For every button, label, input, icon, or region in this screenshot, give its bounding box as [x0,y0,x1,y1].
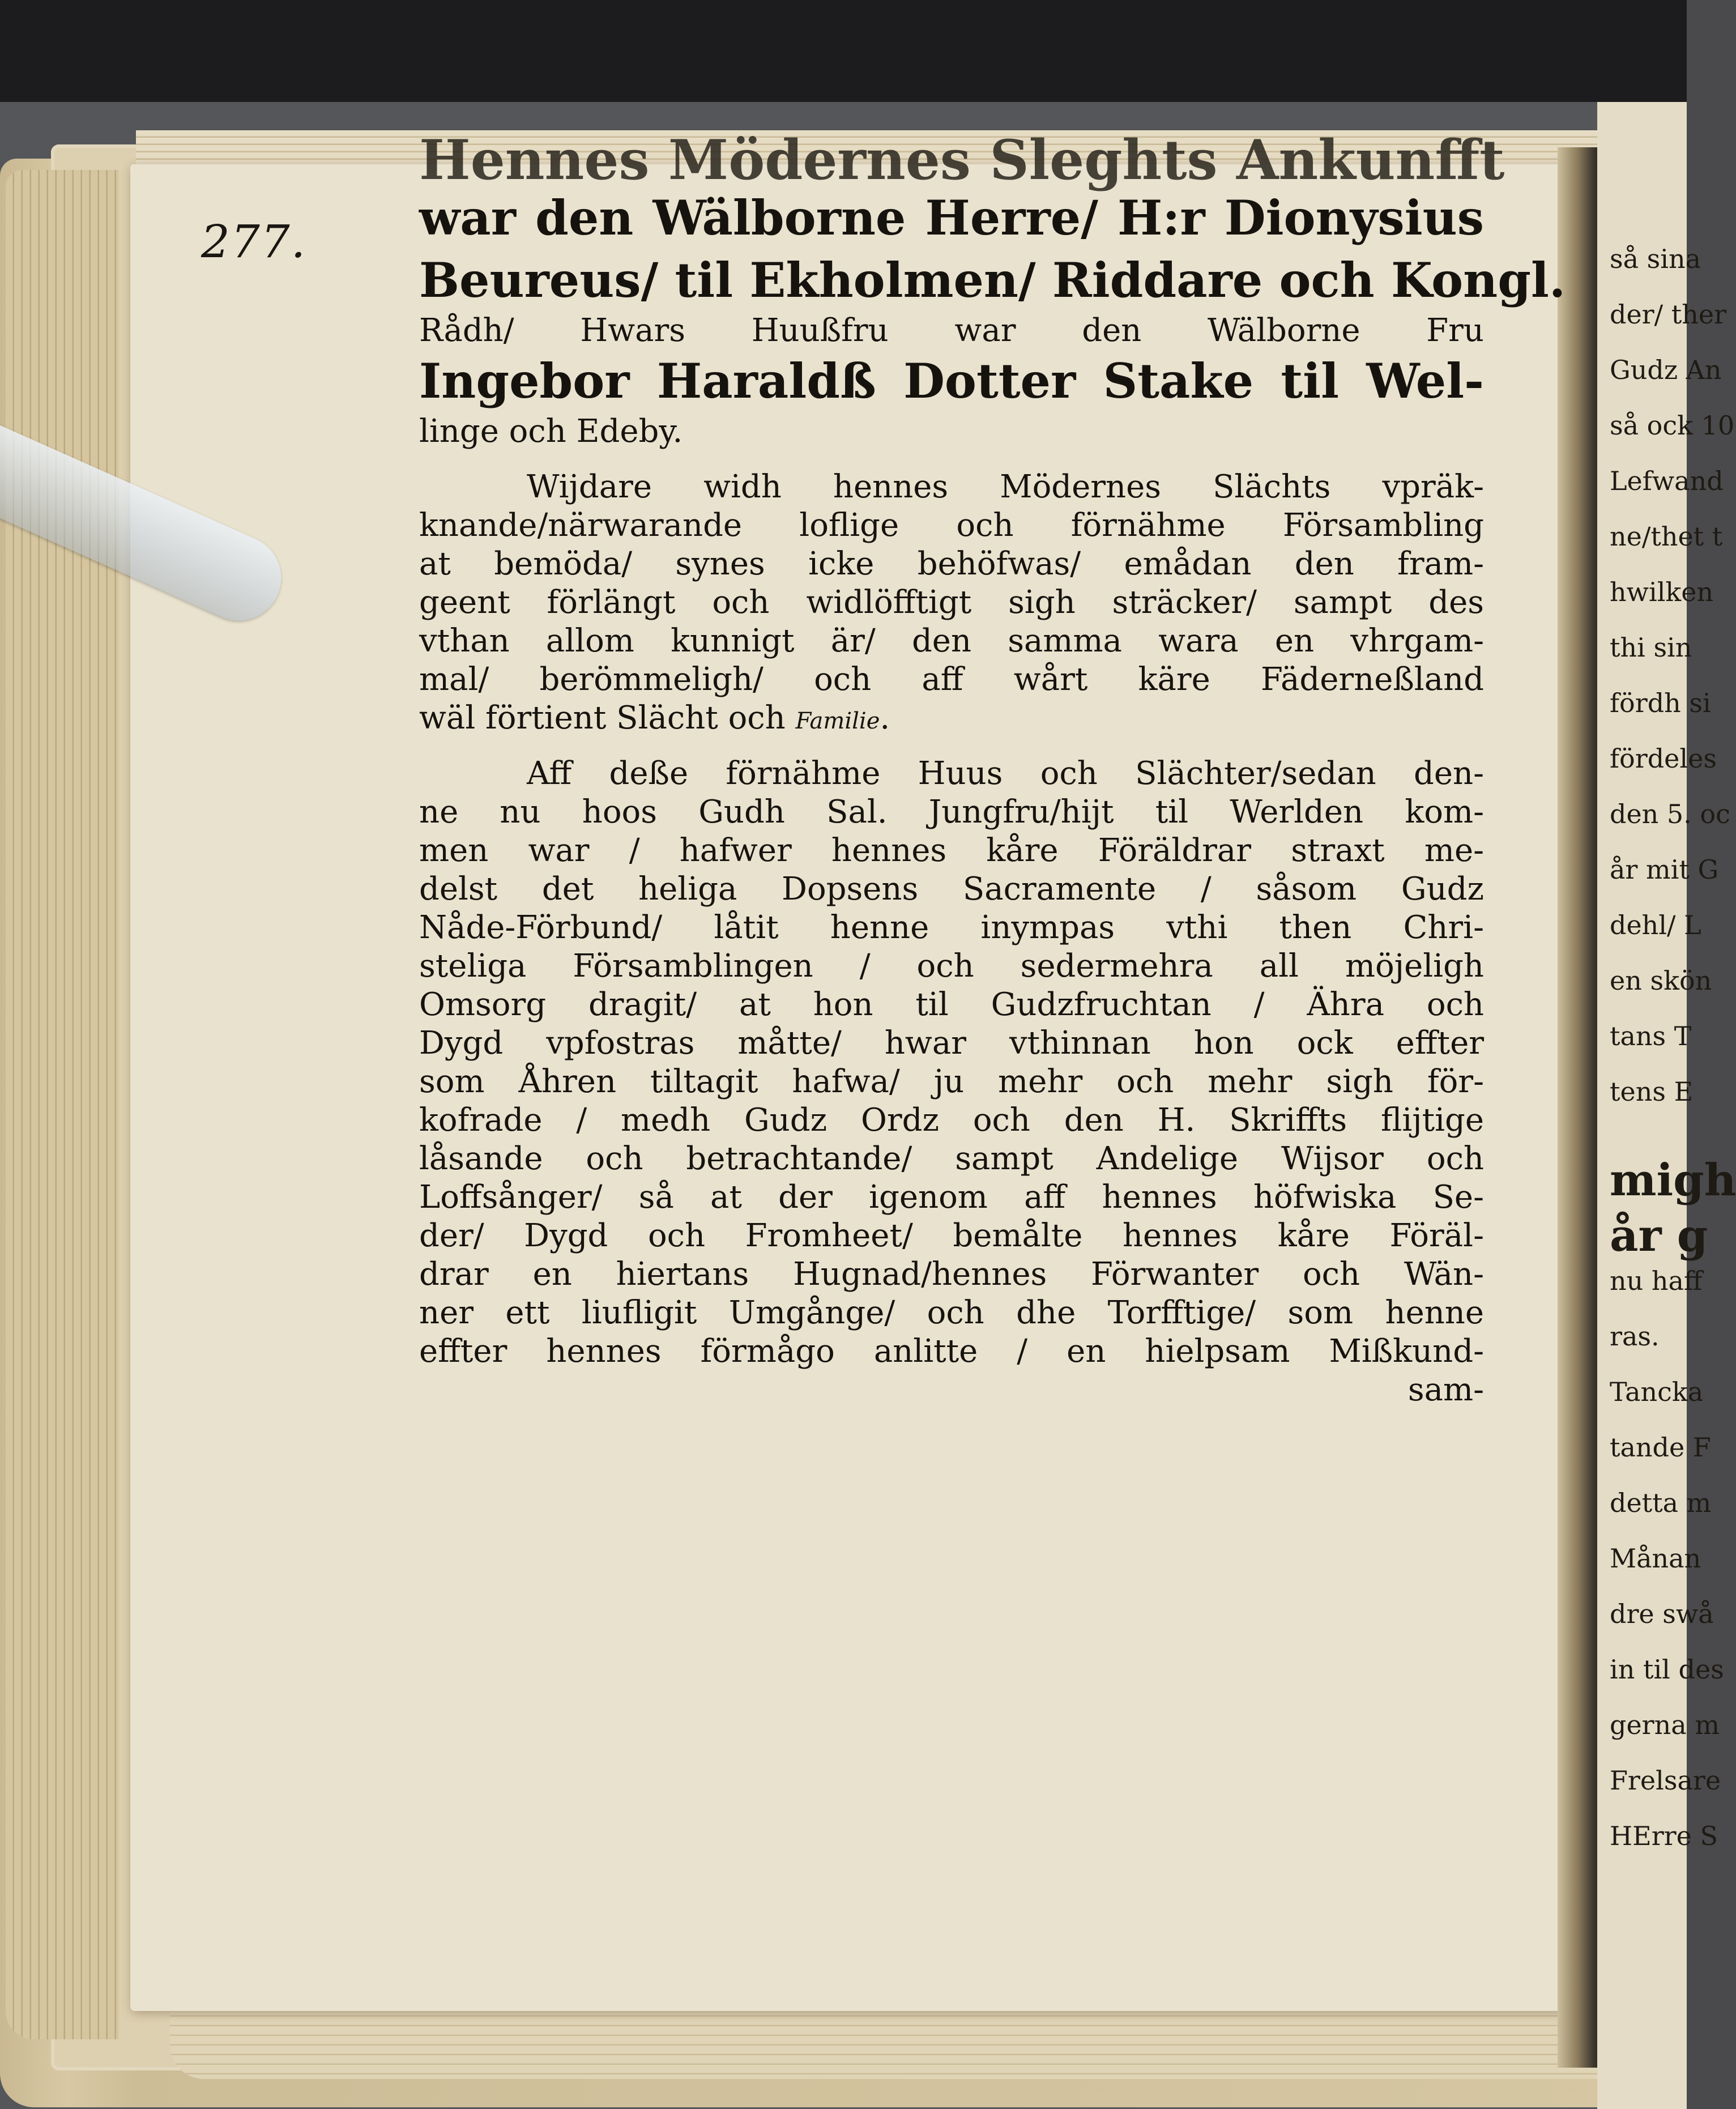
text-segment: ne nu hoos Gudh Sal. Jungfru/hijt til Werlden kom- [419,794,1484,830]
text-line [419,1024,1484,1063]
text-line [419,1217,1484,1255]
text-segment: Dygd vpfostras måtte/ hwar vthinnan hon ock effter [419,1025,1484,1062]
facing-page-line: så ock 10 [1610,410,1735,441]
facing-page-line: ne/thet t [1610,521,1723,552]
italic-word: Familie [795,708,880,734]
text-line [419,909,1484,947]
text-segment: Wijdare widh hennes Mödernes Slächts vpräk- [527,468,1484,505]
text-segment: ner ett liufligit Umgånge/ och dhe Torfftige/ som henne [419,1294,1484,1331]
facing-page-line: migh [1610,1154,1736,1206]
text-segment: Aff deße förnähme Huus och Slächter/sedan den- [527,755,1484,792]
facing-page-line: nu haff [1610,1266,1703,1296]
text-segment: kofrade / medh Gudz Ordz och den H. Skriffts flijtige [419,1102,1484,1139]
text-segment: låsande och betrachtande/ sampt Andelige Wijsor och [419,1140,1484,1177]
text-segment: Omsorg dragit/ at hon til Gudzfruchtan / Ähra och [419,986,1484,1023]
facing-page-line: så sina [1610,244,1701,274]
facing-page-line: Gudz An [1610,355,1722,385]
text-line [419,986,1484,1024]
text-segment: effter hennes förmågo anlitte / en hielpsam Mißkund- [419,1333,1484,1370]
text-line [419,1332,1484,1371]
facing-page-line: HErre S [1610,1821,1718,1851]
text-line [419,1371,1484,1409]
text-segment: / til Ekholmen/ Riddare och Kongl. [641,252,1566,308]
text-line [419,412,1484,451]
text-segment: mal/ berömmeligh/ och aff wårt käre Fäderneßland [419,661,1484,698]
text-line [419,1101,1484,1140]
facing-page-line: hwilken [1610,577,1714,607]
text-line [419,755,1484,793]
facing-page-line: Månan [1610,1543,1701,1574]
running-head: Hennes Mödernes Sleghts Ankunfft [419,128,1505,192]
text-segment: der/ Dygd och Fromheet/ bemålte hennes kåre Föräl- [419,1217,1484,1254]
facing-page-line: år g [1610,1210,1708,1262]
facing-page-line: dehl/ L [1610,910,1701,940]
text-segment: geent förlängt och widlöfftigt sigh sträcker/ sampt des [419,584,1484,621]
text-line [419,1294,1484,1332]
text-line [419,1255,1484,1294]
text-line [419,832,1484,870]
page-number: 277. [201,215,307,268]
text-line [419,545,1484,583]
text-line [419,699,1484,738]
paragraph-gap [419,738,1484,755]
text-segment: wäl förtient Slächt och [419,700,796,736]
text-segment: som Åhren tiltagit hafwa/ ju mehr och mehr sigh för- [419,1063,1484,1100]
facing-page-line: Frelsare [1610,1765,1721,1796]
text-segment: men war / hafwer hennes kåre Föräldrar straxt me- [419,832,1484,869]
facing-page-line: fördeles [1610,743,1717,774]
text-line [419,1140,1484,1178]
facing-page-line: detta m [1610,1488,1712,1518]
facing-page-line: år mit G [1610,854,1719,885]
backdrop-top [0,0,1687,102]
text-line [419,583,1484,622]
text-segment: knande/närwarande loflige och förnähme Försambling [419,507,1484,544]
text-line [419,622,1484,661]
gutter [1558,147,1603,2068]
text-line [419,793,1484,832]
text-line [419,947,1484,986]
body-text [419,187,1566,1409]
text-line [419,350,1484,412]
text-line [419,1178,1484,1217]
text-line [419,187,1484,249]
facing-page-line: tans T [1610,1021,1692,1051]
facing-page-line: tens E [1610,1076,1694,1107]
text-line [419,661,1484,699]
bold-name: H:r Dionysius [1117,190,1484,246]
facing-page-line: den 5. oc [1610,799,1730,829]
facing-page-line: Tancka [1610,1377,1704,1407]
text-segment: Nåde-Förbund/ låtit henne inympas vthi then Chri- [419,909,1484,946]
bold-name: Ingebor Haraldß Dotter Stake [419,353,1254,409]
text-segment: Loffsånger/ så at der igenom aff hennes höfwiska Se- [419,1179,1484,1216]
text-segment: Rådh/ Hwars Huußfru war den Wälborne Fru [419,312,1484,349]
text-segment: at bemöda/ synes icke behöfwas/ emådan den fram- [419,546,1484,582]
text-line [419,870,1484,909]
text-segment: linge och Edeby. [419,413,683,450]
facing-page-line: dre swå [1610,1599,1714,1629]
text-line [419,506,1484,545]
facing-page-line: gerna m [1610,1710,1720,1740]
facing-page-line: tande F [1610,1432,1711,1463]
text-segment: drar en hiertans Hugnad/hennes Förwanter och Wän- [419,1256,1484,1293]
text-line [419,468,1484,506]
text-segment: vthan allom kunnigt är/ den samma wara en vhrgam- [419,623,1484,659]
text-segment: til Wel- [1253,353,1484,409]
facing-page-line: thi sin [1610,632,1692,663]
facing-page-line: fördh si [1610,688,1711,718]
bold-name: Beureus [419,252,641,308]
paragraph-gap [419,451,1484,468]
facing-page-line: in til des [1610,1654,1724,1685]
facing-page [1597,102,1736,2109]
text-line [419,1063,1484,1101]
text-segment: . [880,700,890,736]
text-line [419,249,1566,312]
facing-page-line: ras. [1610,1321,1660,1352]
facing-page-line: der/ ther [1610,299,1727,330]
text-segment: war den Wälborne Herre/ [419,190,1118,246]
text-segment: delst det heliga Dopsens Sacramente / såsom Gudz [419,871,1484,907]
facing-page-line: en skön [1610,965,1712,996]
text-segment: steliga Församblingen / och sedermehra all möjeligh [419,948,1484,985]
facing-page-line: Lefwand [1610,466,1724,496]
text-line [419,312,1484,350]
text-segment: sam- [1407,1371,1484,1408]
